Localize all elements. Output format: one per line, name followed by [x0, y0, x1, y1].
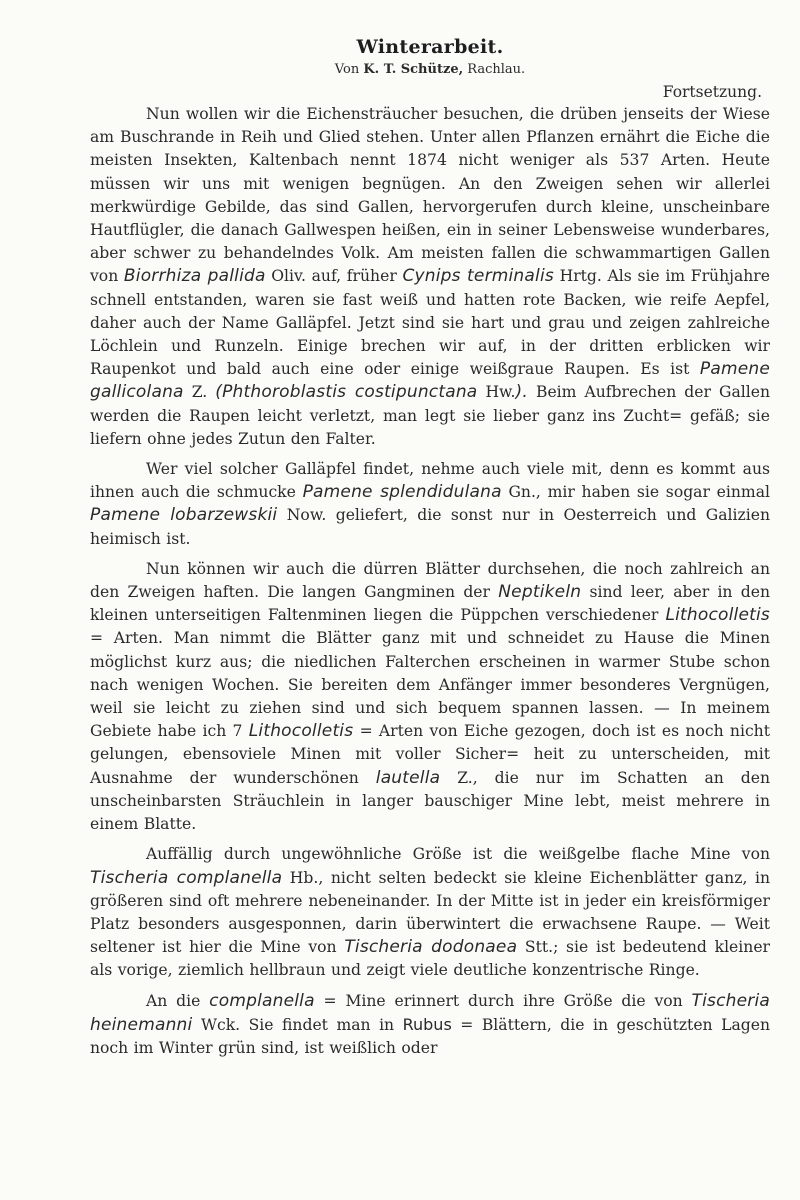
text-run: Oliv. auf, früher	[265, 267, 403, 286]
paragraph	[90, 843, 770, 982]
species-name: Tischeria heinemanni	[90, 990, 770, 1035]
text-run: Gn., mir haben sie sogar einmal	[501, 483, 770, 502]
species-name: complanella	[209, 990, 315, 1011]
species-name: Tischeria complanella	[90, 867, 283, 888]
text-run: Now. geliefert, die sonst nur in Oesterreich und Galizien heimisch ist.	[90, 506, 770, 548]
document-page	[90, 36, 770, 1067]
text-run: Wer viel solcher Galläpfel findet, nehme auch viele mit, denn es kommt aus ihnen auch die schmucke	[90, 460, 770, 502]
paragraph	[90, 558, 770, 836]
byline	[90, 62, 770, 77]
species-name: Lithocolletis	[248, 721, 354, 742]
species-name: Biorrhiza pallida	[123, 266, 266, 287]
paragraph	[90, 990, 770, 1061]
text-run: Z.	[183, 383, 216, 402]
text-run: Hrtg. Als sie im Frühjahre schnell entstanden, waren sie fast weiß und hatten rote Backen, wie reife Aepfel, daher auch der Name Galläpfel. Jetzt sind sie hart und grau und zeigen zahlreiche Löchlein und Runzeln. Einige brechen wir auf, in der dritten erblicken wir Raupenkot und bald auch eine oder einige weißgraue Raupen. Es ist	[90, 267, 770, 379]
text-run: Stt.; sie ist bedeutend kleiner als vorige, ziemlich hellbraun und zeigt viele deutliche konzentrische Ringe.	[90, 938, 770, 980]
text-run: Wck. Sie findet man in	[192, 1015, 403, 1034]
text-run: sind leer, aber in den kleinen unterseitigen Faltenminen liegen die Püppchen verschiedener	[90, 583, 771, 625]
text-run: = Blättern, die in geschützten Lagen noch im Winter grün sind, ist weißlich oder	[90, 1015, 770, 1057]
genus-name: Rubus	[402, 1014, 452, 1034]
text-run: = Arten von Eiche gezogen, doch ist es noch nicht gelungen, ebensoviele Minen mit voller Sicher= heit zu unterscheiden, mit Ausnahme der wunderschönen	[90, 722, 770, 787]
species-name: Pamene lobarzewskii	[90, 505, 278, 526]
text-run: Auffällig durch ungewöhnliche Größe ist die weißgelbe flache Mine von	[146, 845, 770, 864]
author-name: K. T. Schütze,	[363, 62, 464, 77]
text-run: Hw.	[477, 383, 516, 402]
text-run: An die	[146, 991, 210, 1010]
text-run: Beim Aufbrechen der Gallen werden die Raupen leicht verletzt, man legt sie lieber ganz ins Zucht= gefäß; sie liefern ohne jedes Zutun den Falter.	[90, 383, 770, 448]
text-run: Nun wollen wir die Eichensträucher besuchen, die drüben jenseits der Wiese am Buschrande in Reih und Glied stehen. Unter allen Pflanzen ernährt die Eiche die meisten Insekten, Kaltenbach nennt 1874 nicht weniger als 537 Arten. Heute müssen wir uns mit wenigen begnügen. An den Zweigen sehen wir allerlei merkwürdige Gebilde, das sind Gallen, hervorgerufen durch kleine, unscheinbare Hautflügler, die danach Gallwespen heißen, ein in seiner Lebensweise wunderbares, aber schwer zu behandelndes Volk. Am meisten fallen die schwammartigen Gallen von	[90, 105, 770, 286]
species-name: Tischeria dodonaea	[344, 937, 518, 958]
byline-prefix: Von	[334, 62, 360, 77]
species-name: Neptikeln	[498, 582, 582, 603]
paragraph	[90, 103, 770, 451]
species-name: Pamene splendidulana	[302, 482, 502, 503]
species-name: Cynips terminalis	[402, 266, 554, 287]
text-run: Nun können wir auch die dürren Blätter durchsehen, die noch zahlreich an den Zweigen haften. Die langen Gangminen der	[90, 559, 770, 602]
species-name: ).	[515, 382, 528, 403]
text-run: Hb., nicht selten bedeckt sie kleine Eichenblätter ganz, in größeren sind oft mehrere nebeneinander. In der Mitte ist in jeder ein kreisförmiger Platz besonders ausgesponnen, darin überwintert die erwachsene Raupe. — Weit seltener ist hier die Mine von	[90, 868, 770, 957]
paragraph	[90, 458, 770, 551]
author-location: Rachlau.	[467, 62, 526, 77]
text-run: = Arten. Man nimmt die Blätter ganz mit und schneidet zu Hause die Minen möglichst kurz aus; die niedlichen Falterchen erscheinen in warmer Stube schon nach wenigen Wochen. Sie bereiten dem Anfänger immer besonderes Vergnügen, weil sie leicht zu ziehen sind und sich bequem spannen lassen. — In meinem Gebiete habe ich 7	[90, 629, 770, 741]
continuation-note: Fortsetzung.	[662, 83, 762, 101]
species-name: Lithocolletis	[665, 605, 770, 626]
text-run: Z., die nur im Schatten an den unscheinbarsten Sträuchlein in langer bauschiger Mine lebt, meist mehrere in einem Blatte.	[90, 768, 770, 834]
species-name: lautella	[375, 767, 441, 788]
species-name: (Phthoroblastis costipunctana	[215, 382, 478, 403]
species-name: Pamene gallicolana	[90, 359, 770, 403]
text-run: = Mine erinnert durch ihre Größe die von	[314, 991, 692, 1010]
article-title: Winterarbeit.	[356, 36, 504, 58]
